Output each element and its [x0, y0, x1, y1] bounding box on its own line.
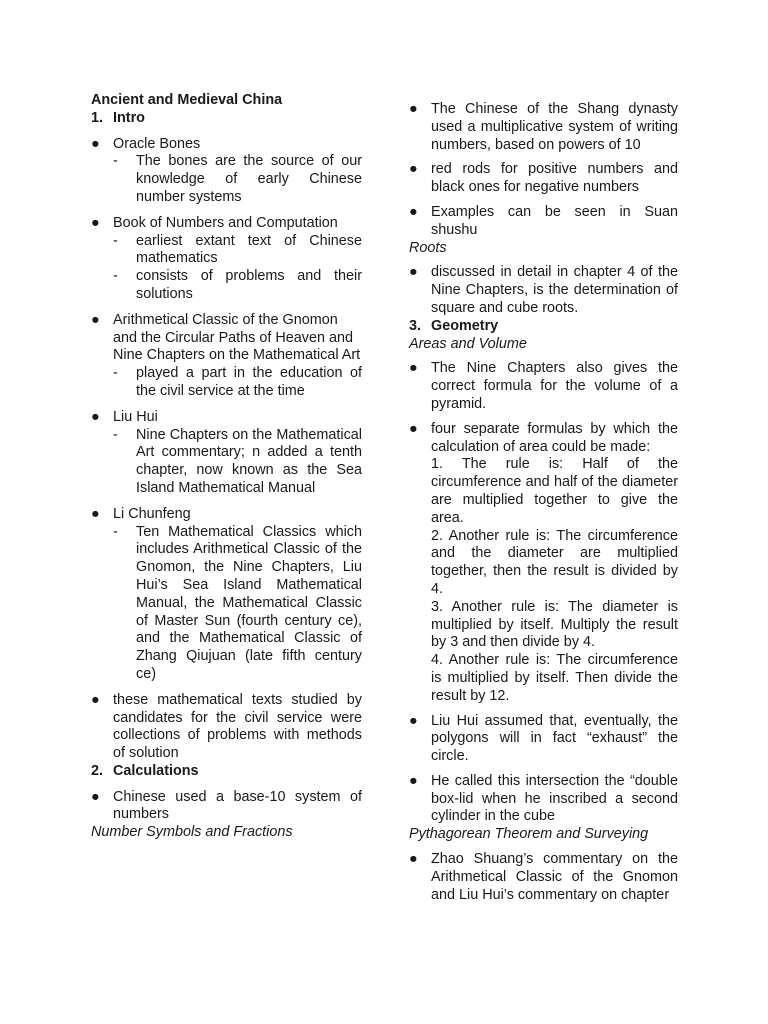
bullet-icon: ● — [409, 772, 418, 789]
dash-icon: - — [113, 153, 118, 170]
roots-list — [409, 264, 678, 317]
calculations-list — [91, 789, 362, 825]
bullet-icon: ● — [409, 264, 418, 281]
dash-icon: - — [113, 365, 118, 382]
sub-item-text: Nine Chapters on the Mathematical Art commentary; n added a tenth chapter, now known as the Sea Island Mathematical Manual — [136, 426, 362, 496]
sub-list — [113, 524, 362, 684]
subheading-areas-volume: Areas and Volume — [409, 335, 527, 352]
subheading-pythagorean: Pythagorean Theorem and Surveying — [409, 826, 649, 843]
left-column — [91, 92, 362, 842]
list-item — [91, 312, 362, 401]
list-item — [409, 421, 678, 706]
sub-list-item — [113, 268, 362, 304]
section-geometry-heading — [409, 318, 678, 336]
list-item — [91, 215, 362, 304]
sub-item-text: Ten Mathematical Classics which includes Arithmetical Classic of the Gnomon, the Nine Chapters, Liu Hui’s Sea Island Mathematical Manual, the Mathematical Classic of Master Sun (fourth century ce), and the Mathematical Classic of Zhang Qiujuan (late fifth century ce) — [136, 523, 362, 682]
list-item-text: He called this intersection the “double box-lid when he inscribed a second cylinder in the cube — [431, 772, 678, 825]
dash-icon: - — [113, 268, 118, 285]
list-item-text: Chinese used a base-10 system of numbers — [113, 788, 362, 823]
sub-list — [113, 153, 362, 206]
pythagorean-list — [409, 851, 678, 904]
list-item-text: Zhao Shuang’s commentary on the Arithmetical Classic of the Gnomon and Liu Hui’s commentary on chapter — [431, 851, 678, 903]
dash-icon: - — [113, 232, 118, 249]
sub-item-text: The bones are the source of our knowledge of early Chinese number systems — [136, 153, 362, 205]
list-item-text: Liu Hui — [113, 408, 158, 425]
section-label: Geometry — [431, 317, 499, 334]
list-item — [409, 161, 678, 197]
sub-item-text: played a part in the education of the civil service at the time — [136, 365, 362, 399]
list-item — [409, 204, 678, 240]
list-item — [409, 360, 678, 413]
section-number: 1. — [91, 109, 104, 126]
list-item-text: Arithmetical Classic of the Gnomon and the Circular Paths of Heaven and Nine Chapters on the Mathematical Art — [113, 311, 361, 364]
list-item-text: Book of Numbers and Computation — [113, 214, 338, 231]
list-item — [91, 409, 362, 498]
right-column — [409, 101, 678, 904]
list-item-text: Examples can be seen in Suan shushu — [431, 203, 678, 238]
formula-4: 4. Another rule is: The circumference is multiplied by itself. Then divide the result by 12. — [431, 652, 678, 704]
sub-list-item — [113, 365, 362, 401]
bullet-icon: ● — [409, 851, 418, 868]
list-item-text: red rods for positive numbers and black ones for negative numbers — [431, 161, 678, 196]
dash-icon: - — [113, 426, 118, 443]
bullet-icon: ● — [409, 420, 418, 437]
sub-list-item — [113, 153, 362, 206]
sub-list-item — [113, 524, 362, 684]
sub-item-text: earliest extant text of Chinese mathematics — [136, 232, 362, 267]
subheading-number-symbols: Number Symbols and Fractions — [91, 824, 293, 841]
bullet-icon: ● — [409, 101, 418, 117]
list-item — [409, 851, 678, 904]
sub-list — [113, 365, 362, 401]
list-item — [409, 713, 678, 766]
sub-list — [113, 427, 362, 498]
bullet-icon: ● — [409, 360, 418, 377]
dash-icon: - — [113, 523, 118, 540]
bullet-icon: ● — [91, 214, 100, 231]
subheading-roots: Roots — [409, 239, 447, 256]
list-item-text: discussed in detail in chapter 4 of the Nine Chapters, is the determination of square and cube roots. — [431, 264, 678, 316]
list-item — [409, 101, 678, 154]
section-label: Intro — [113, 109, 145, 126]
section-calculations-heading — [91, 763, 362, 781]
bullet-icon: ● — [91, 311, 100, 328]
geometry-list — [409, 360, 678, 826]
list-item-text: Li Chunfeng — [113, 505, 191, 522]
section-label: Calculations — [113, 762, 199, 779]
sub-list — [113, 233, 362, 304]
list-item — [91, 692, 362, 763]
sub-item-text: consists of problems and their solutions — [136, 268, 362, 302]
bullet-icon: ● — [91, 135, 100, 152]
sub-list-item — [113, 427, 362, 498]
bullet-icon: ● — [409, 203, 418, 220]
intro-list — [91, 136, 362, 763]
formula-1: 1. The rule is: Half of the circumference and half of the diameter are multiplied together to give the area. — [431, 456, 678, 526]
bullet-icon: ● — [409, 161, 418, 178]
list-item — [91, 789, 362, 825]
bullet-icon: ● — [91, 788, 100, 805]
bullet-icon: ● — [409, 712, 418, 729]
sub-list-item — [113, 233, 362, 269]
section-number: 3. — [409, 317, 422, 334]
list-item-text: The Nine Chapters also gives the correct formula for the volume of a pyramid. — [431, 360, 678, 412]
section-intro-heading — [91, 110, 362, 128]
section-number: 2. — [91, 762, 104, 779]
list-item-text: The Chinese of the Shang dynasty used a multiplicative system of writing numbers, based on powers of 10 — [431, 101, 678, 153]
list-item-text: these mathematical texts studied by candidates for the civil service were collections of problems with methods of solution — [113, 691, 362, 762]
list-item-text: Oracle Bones — [113, 135, 201, 152]
document-title: Ancient and Medieval China — [91, 92, 283, 108]
list-item — [409, 773, 678, 826]
formula-3: 3. Another rule is: The diameter is multiplied by itself. Multiply the result by 3 and then divide by 4. — [431, 598, 678, 651]
numbers-list — [409, 101, 678, 240]
bullet-icon: ● — [91, 408, 100, 425]
formula-2: 2. Another rule is: The circumference and the diameter are multiplied together, then the result is divided by 4. — [431, 527, 678, 597]
bullet-icon: ● — [91, 691, 100, 708]
list-item — [409, 264, 678, 317]
list-item-text: four separate formulas by which the calculation of area could be made: — [431, 420, 678, 455]
bullet-icon: ● — [91, 505, 100, 522]
list-item — [91, 136, 362, 207]
list-item — [91, 506, 362, 684]
list-item-text: Liu Hui assumed that, eventually, the polygons will in fact “exhaust” the circle. — [431, 712, 678, 765]
